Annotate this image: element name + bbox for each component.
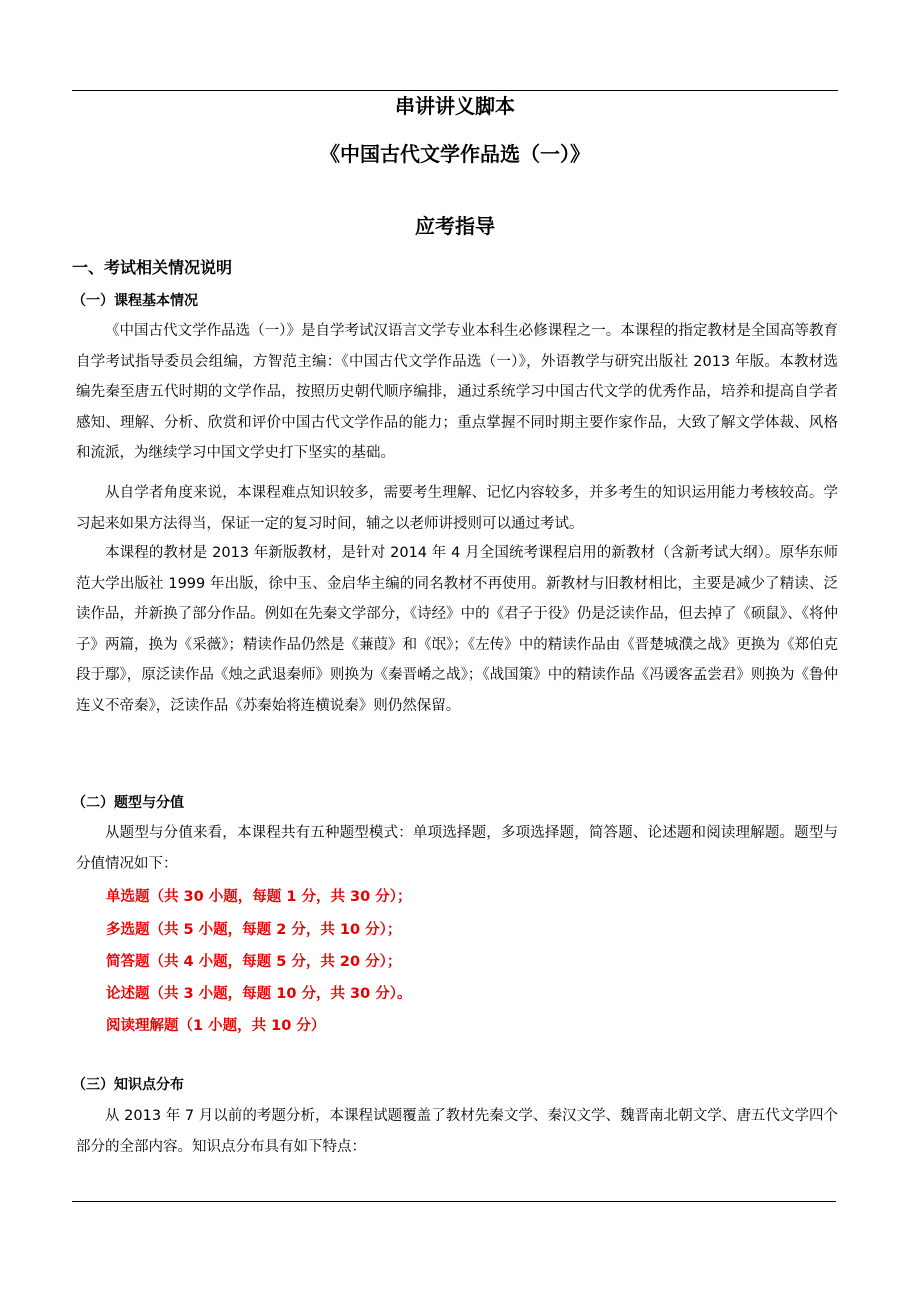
sub3-heading: （三）知识点分布 xyxy=(72,1077,184,1093)
section-title: 应考指导 xyxy=(415,214,495,238)
score-item-multiple-choice: 多选题（共 5 小题，每题 2 分，共 10 分）； xyxy=(106,922,402,938)
score-item-single-choice: 单选题（共 30 小题，每题 1 分，共 30 分）； xyxy=(106,889,412,905)
sub3-paragraph: 从 2013 年 7 月以前的考题分析，本课程试题覆盖了教材先秦文学、秦汉文学、魏晋南北朝文学、唐五代文学四个部分的全部内容。知识点分布具有如下特点： xyxy=(76,1108,838,1155)
score-item-reading: 阅读理解题（1 小题，共 10 分） xyxy=(106,1018,326,1034)
header-rule xyxy=(72,90,838,91)
sub1-paragraph-2: 从自学者角度来说，本课程难点知识较多，需要考生理解、记忆内容较多，并多考生的知识运用能力考核较高。学习起来如果方法得当，保证一定的复习时间，辅之以老师讲授则可以通过考试。 xyxy=(76,485,838,532)
sub1-paragraph-3: 本课程的教材是 2013 年新版教材，是针对 2014 年 4 月全国统考课程启用的新教材（含新考试大纲）。原华东师范大学出版社 1999 年出版，徐中玉、金启华主编的同名教材不再使用。新教材与旧教材相比，主要是减少了精读、泛读作品，并新换了部分作品。例如在先秦文学部分，《诗经》中的《君子于役》仍是泛读作品，但去掉了《硕鼠》、《将仲子》两篇，换为《采薇》；精读作品仍然是《蒹葭》和《氓》；《左传》中的精读作品由《晋楚城濮之战》更换为《郑伯克段于鄢》，原泛读作品《烛之武退秦师》则换为《秦晋崤之战》；《战国策》中的精读作品《冯谖客孟尝君》则换为《鲁仲连义不帝秦》，泛读作品《苏秦始将连横说秦》则仍然保留。 xyxy=(76,545,838,714)
sub1-heading: （一）课程基本情况 xyxy=(72,293,198,309)
document-title: 串讲讲义脚本 xyxy=(395,94,515,118)
footer-rule xyxy=(72,1201,836,1202)
sub2-paragraph: 从题型与分值来看，本课程共有五种题型模式：单项选择题，多项选择题，简答题、论述题和阅读理解题。题型与分值情况如下： xyxy=(76,825,838,872)
document-subtitle: 《中国古代文学作品选（一）》 xyxy=(320,142,590,166)
part1-heading: 一、考试相关情况说明 xyxy=(72,258,233,277)
score-item-short-answer: 简答题（共 4 小题，每题 5 分，共 20 分）； xyxy=(106,954,402,970)
sub2-heading: （二）题型与分值 xyxy=(72,795,184,811)
sub1-paragraph-1: 《中国古代文学作品选（一）》是自学考试汉语言文学专业本科生必修课程之一。本课程的指定教材是全国高等教育自学考试指导委员会组编，方智范主编：《中国古代文学作品选（一）》，外语教学与研究出版社 2013 年版。本教材选编先秦至唐五代时期的文学作品，按照历史朝代顺序编排，通过系统学习中国古代文学的优秀作品，培养和提高自学者感知、理解、分析、欣赏和评价中国古代文学作品的能力；重点掌握不同时期主要作家作品，大致了解文学体裁、风格和流派，为继续学习中国文学史打下坚实的基础。 xyxy=(76,323,838,462)
score-item-essay: 论述题（共 3 小题，每题 10 分，共 30 分）。 xyxy=(106,986,412,1002)
